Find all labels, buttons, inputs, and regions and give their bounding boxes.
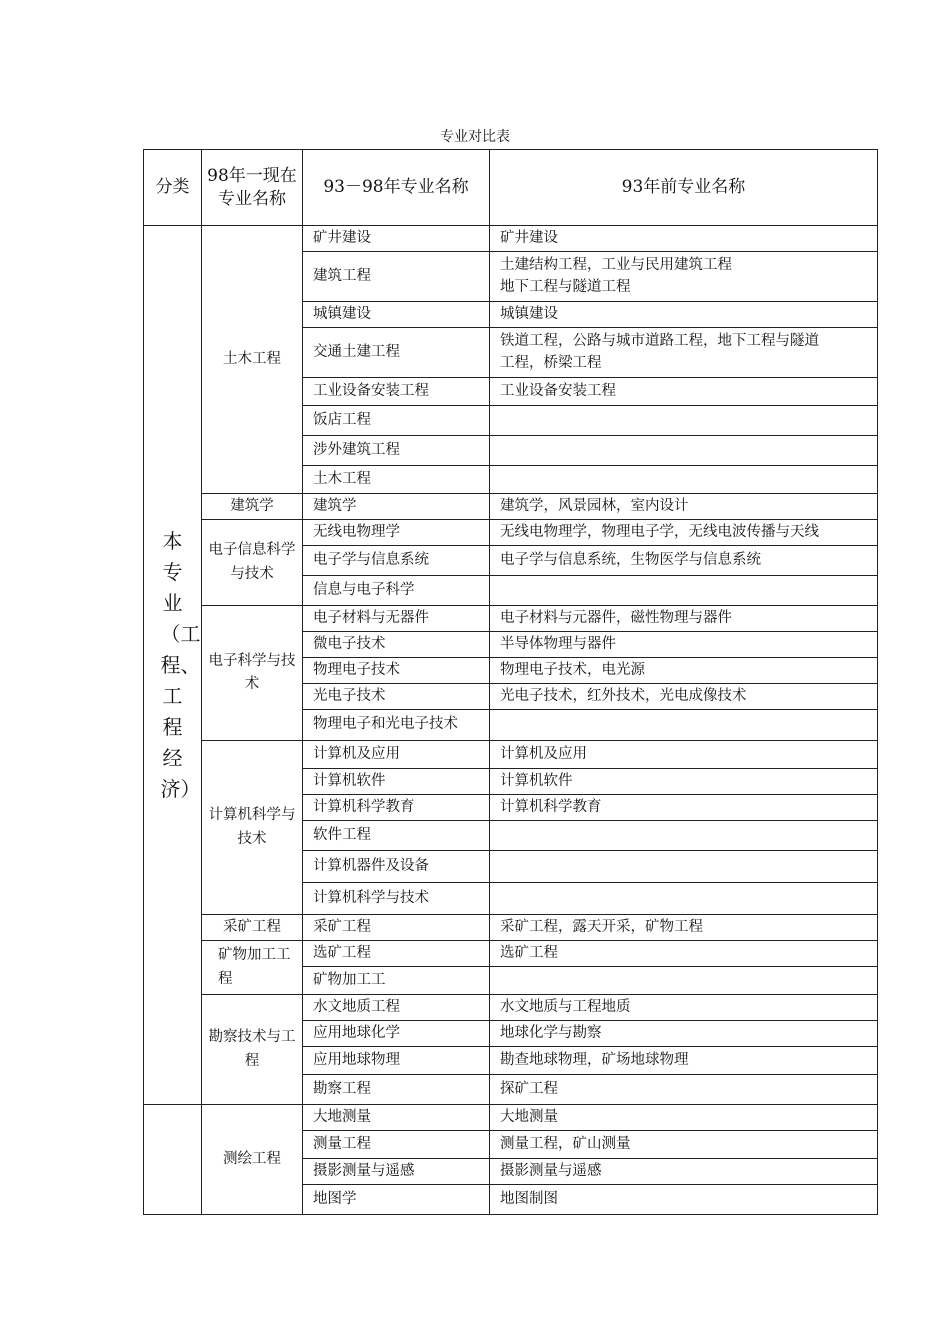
table-row (144, 1105, 878, 1131)
major-mid: 光电子技术 (303, 684, 490, 710)
major-current: 建筑学 (202, 494, 303, 520)
major-mid: 工业设备安装工程 (303, 378, 490, 406)
major-mid: 矿井建设 (303, 226, 490, 252)
major-old (490, 915, 878, 941)
major-mid: 地图学 (303, 1185, 490, 1215)
major-mid: 大地测量 (303, 1105, 490, 1131)
major-mid: 计算机科学与技术 (303, 883, 490, 915)
major-mid: 采矿工程 (303, 915, 490, 941)
major-mid: 涉外建筑工程 (303, 436, 490, 466)
major-old (490, 406, 878, 436)
major-mid: 应用地球化学 (303, 1021, 490, 1047)
major-old (490, 967, 878, 995)
major-current: 计算机科学与技术 (202, 741, 303, 915)
major-current: 矿物加工工程 (202, 941, 303, 995)
major-old-line: 半导体物理与器件 (500, 635, 616, 652)
major-mid: 勘察工程 (303, 1075, 490, 1105)
major-mid: 无线电物理学 (303, 520, 490, 546)
major-old (490, 546, 878, 576)
major-mid: 土木工程 (303, 466, 490, 494)
table-row (144, 606, 878, 632)
table-row (144, 941, 878, 967)
table-row (144, 520, 878, 546)
major-old-line: 物理电子技术，电光源 (500, 661, 645, 678)
major-old (490, 378, 878, 406)
major-mid: 计算机及应用 (303, 741, 490, 769)
major-old (490, 466, 878, 494)
major-old (490, 1185, 878, 1215)
major-old-line: 采矿工程，露天开采，矿物工程 (500, 918, 703, 935)
table-row (144, 995, 878, 1021)
header-mid: 93－98年专业名称 (303, 150, 490, 226)
major-current: 采矿工程 (202, 915, 303, 941)
major-old-line: 计算机科学教育 (500, 798, 602, 815)
major-old-line: 计算机软件 (500, 772, 573, 789)
category-label: 本专业（工程、工程经济） (160, 528, 201, 801)
comparison-table (143, 149, 878, 1215)
major-old (490, 1131, 878, 1159)
major-old (490, 769, 878, 795)
major-old-line: 地球化学与勘察 (500, 1024, 602, 1041)
major-current: 勘察技术与工程 (202, 995, 303, 1105)
major-old (490, 710, 878, 741)
major-old (490, 494, 878, 520)
major-old (490, 606, 878, 632)
table-row (144, 741, 878, 769)
major-old-line: 电子学与信息系统，生物医学与信息系统 (500, 551, 761, 568)
major-old-line-2: 工程，桥梁工程 (500, 354, 602, 371)
major-old-line: 工业设备安装工程 (500, 382, 616, 399)
page-title: 专业对比表 (440, 129, 510, 145)
major-mid: 物理电子技术 (303, 658, 490, 684)
major-mid: 电子材料与无器件 (303, 606, 490, 632)
major-old (490, 1159, 878, 1185)
major-old-line: 土建结构工程，工业与民用建筑工程 (500, 257, 732, 274)
major-old (490, 795, 878, 821)
major-mid: 建筑学 (303, 494, 490, 520)
major-old-line: 计算机及应用 (500, 745, 587, 762)
major-mid: 计算机软件 (303, 769, 490, 795)
table-body (144, 226, 878, 1215)
major-current: 测绘工程 (202, 1105, 303, 1215)
category-cell (144, 1105, 202, 1215)
major-mid: 物理电子和光电子技术 (303, 710, 490, 741)
major-old (490, 252, 878, 302)
table-row (144, 494, 878, 520)
major-old (490, 520, 878, 546)
table-row (144, 226, 878, 252)
major-current: 电子科学与技术 (202, 606, 303, 741)
major-mid: 城镇建设 (303, 302, 490, 328)
major-old-line: 建筑学，风景园林，室内设计 (500, 497, 689, 514)
major-mid: 软件工程 (303, 821, 490, 851)
major-mid: 测量工程 (303, 1131, 490, 1159)
major-old-line: 测量工程，矿山测量 (500, 1135, 631, 1152)
table-row (144, 915, 878, 941)
major-old (490, 302, 878, 328)
header-old: 93年前专业名称 (490, 150, 878, 226)
major-current: 电子信息科学与技术 (202, 520, 303, 606)
major-old-line: 地图制图 (500, 1190, 558, 1207)
major-mid: 电子学与信息系统 (303, 546, 490, 576)
major-old (490, 632, 878, 658)
major-mid: 微电子技术 (303, 632, 490, 658)
major-old (490, 576, 878, 606)
major-old (490, 226, 878, 252)
major-current: 土木工程 (202, 226, 303, 494)
major-old-line: 探矿工程 (500, 1080, 558, 1097)
major-old (490, 1075, 878, 1105)
major-mid: 交通土建工程 (303, 328, 490, 378)
major-old-line: 矿井建设 (500, 229, 558, 246)
major-old (490, 995, 878, 1021)
major-old (490, 851, 878, 883)
major-mid: 信息与电子科学 (303, 576, 490, 606)
major-old (490, 658, 878, 684)
major-old (490, 941, 878, 967)
major-mid: 计算机器件及设备 (303, 851, 490, 883)
category-cell (144, 226, 202, 1105)
major-mid: 摄影测量与遥感 (303, 1159, 490, 1185)
major-old-line: 选矿工程 (500, 944, 558, 961)
major-old-line: 大地测量 (500, 1108, 558, 1125)
major-old (490, 436, 878, 466)
major-old (490, 741, 878, 769)
major-old (490, 1021, 878, 1047)
major-old-line: 勘查地球物理，矿场地球物理 (500, 1051, 689, 1068)
major-mid: 应用地球物理 (303, 1047, 490, 1075)
header-row (144, 150, 878, 226)
major-mid: 矿物加工工 (303, 967, 490, 995)
major-mid: 建筑工程 (303, 252, 490, 302)
major-old (490, 1105, 878, 1131)
major-old-line: 摄影测量与遥感 (500, 1162, 602, 1179)
header-category: 分类 (144, 150, 202, 226)
major-old (490, 328, 878, 378)
major-old (490, 684, 878, 710)
major-old-line: 光电子技术，红外技术，光电成像技术 (500, 687, 747, 704)
major-old-line: 城镇建设 (500, 305, 558, 322)
major-old (490, 883, 878, 915)
major-old-line: 电子材料与元器件，磁性物理与器件 (500, 609, 732, 626)
major-old-line: 无线电物理学，物理电子学，无线电波传播与天线 (500, 523, 819, 540)
major-mid: 选矿工程 (303, 941, 490, 967)
major-old-line: 铁道工程，公路与城市道路工程，地下工程与隧道 (500, 333, 819, 350)
major-old-line-2: 地下工程与隧道工程 (500, 278, 631, 295)
major-mid: 计算机科学教育 (303, 795, 490, 821)
major-mid: 水文地质工程 (303, 995, 490, 1021)
major-old (490, 821, 878, 851)
major-mid: 饭店工程 (303, 406, 490, 436)
major-old-line: 水文地质与工程地质 (500, 998, 631, 1015)
major-old (490, 1047, 878, 1075)
header-current: 98年一现在专业名称 (202, 150, 303, 226)
